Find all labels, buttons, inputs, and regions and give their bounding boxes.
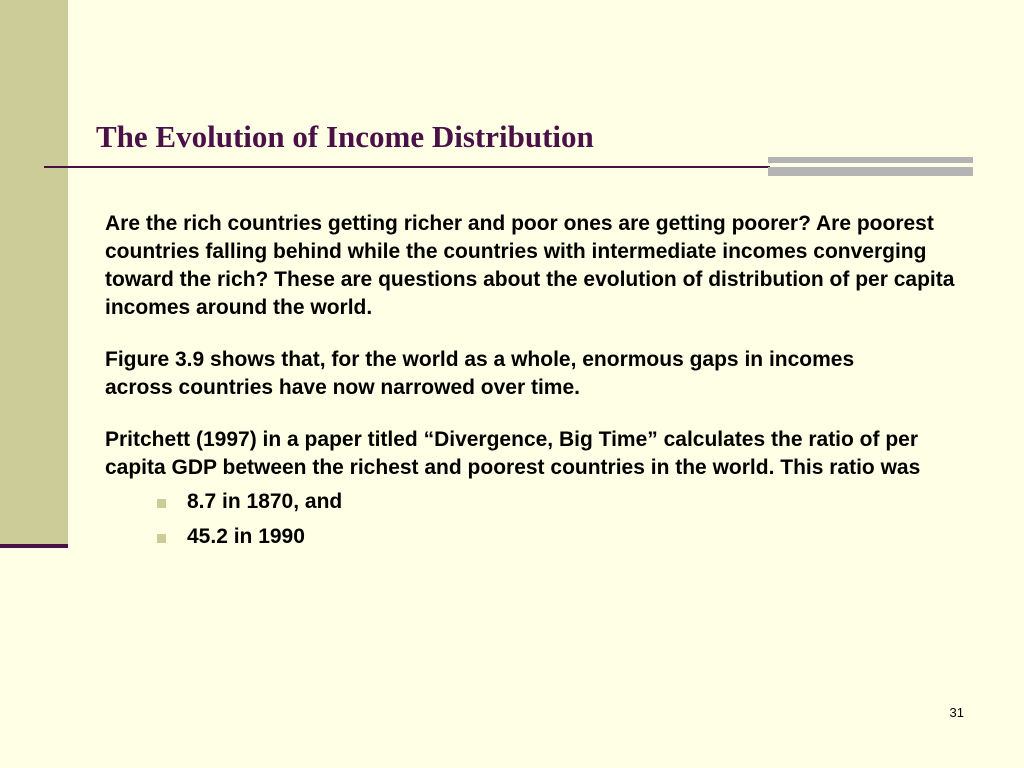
- bullet-item: [157, 523, 965, 551]
- slide-number: 31: [949, 705, 964, 720]
- paragraph-figure-reference: Figure 3.9 shows that, for the world as a whole, enormous gaps in incomes across countries have now narrowed over time.: [105, 348, 855, 399]
- grey-accent-line-bottom: [768, 167, 973, 176]
- paragraph-intro: Are the rich countries getting richer and poor ones are getting poorer? Are poorest countries falling behind while the countries with intermediate incomes converging toward the rich? These are questions about the evolution of distribution of per capita incomes around the world.: [105, 212, 955, 319]
- grey-accent-bar: [768, 157, 973, 179]
- bullet-text: 8.7 in 1870, and: [187, 490, 343, 513]
- bullet-text: 45.2 in 1990: [187, 525, 305, 548]
- slide-title: The Evolution of Income Distribution: [96, 119, 594, 154]
- bullet-item: [157, 488, 965, 516]
- grey-accent-line-top: [768, 157, 973, 163]
- paragraph-pritchett: Pritchett (1997) in a paper titled “Divergence, Big Time” calculates the ratio of per capita GDP between the richest and poorest countries in the world. This ratio was: [105, 428, 921, 479]
- left-decorative-band: [0, 0, 68, 544]
- slide-body: [105, 210, 965, 558]
- square-bullet-icon: [157, 499, 166, 508]
- left-band-rule: [0, 544, 68, 548]
- title-underline: [44, 166, 770, 168]
- ratio-bullet-list: [105, 488, 965, 551]
- square-bullet-icon: [157, 534, 166, 543]
